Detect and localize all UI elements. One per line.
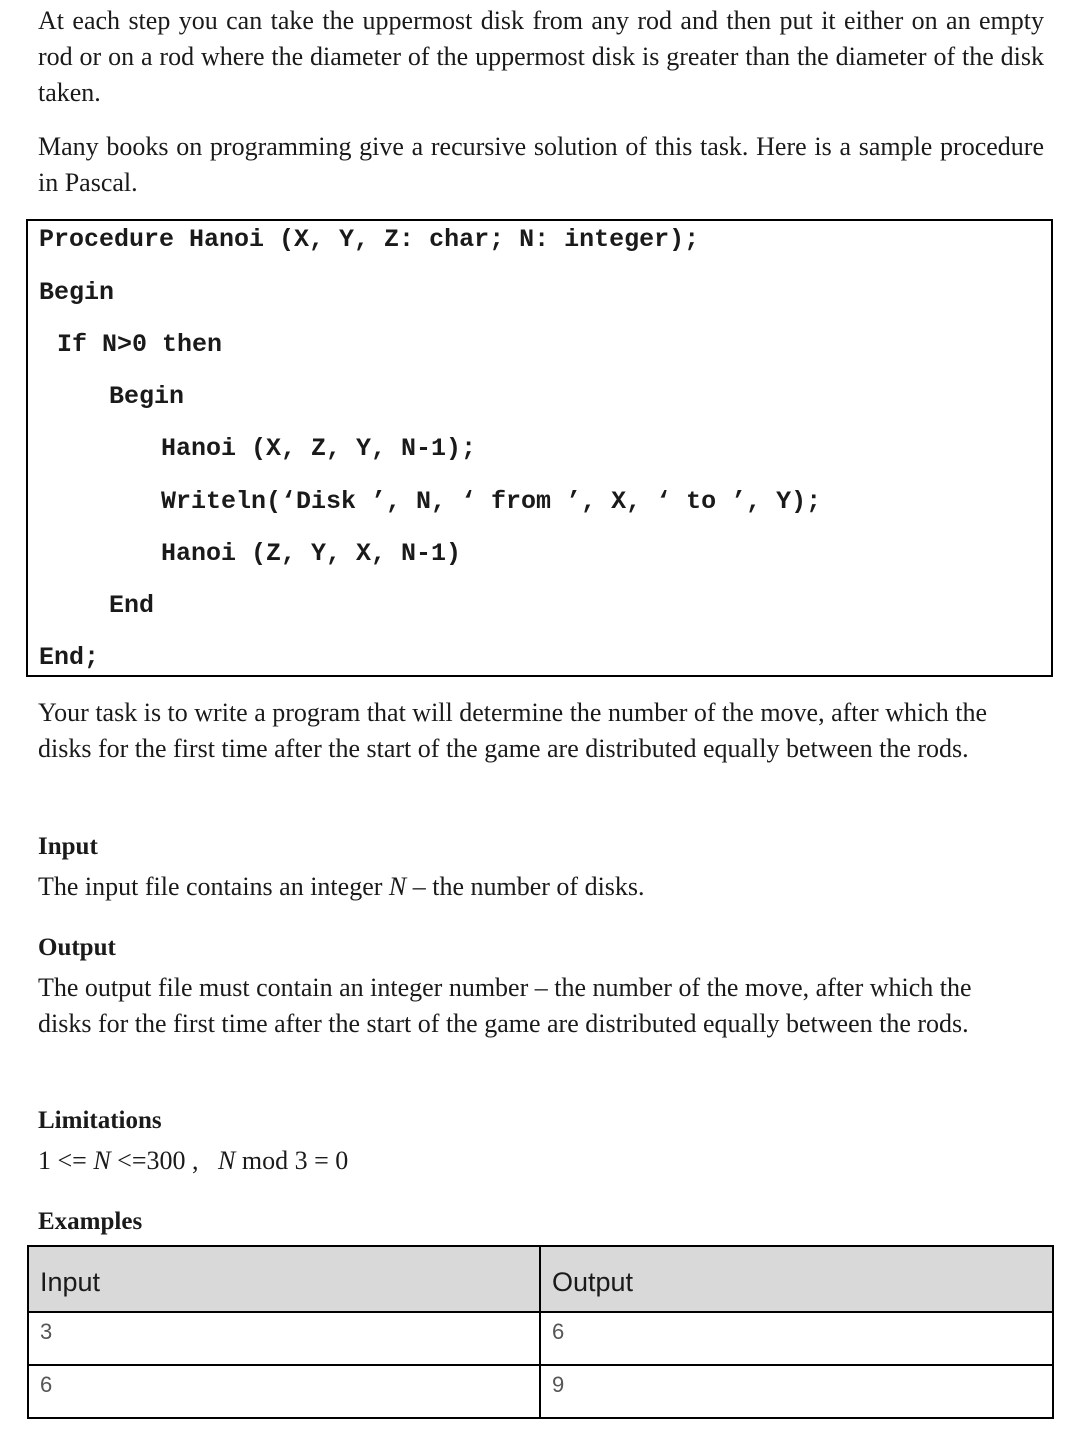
examples-header-row [28,1246,1053,1312]
output-heading: Output [38,934,116,961]
example-output-cell: 6 [540,1312,1053,1365]
input-text-var: N [388,872,407,901]
code-line-2: Begin [39,278,115,307]
code-line-3: If N>0 then [57,330,223,359]
example-input-cell: 3 [28,1312,540,1365]
input-text-prefix: The input file contains an integer [38,872,389,901]
example-input-cell: 6 [28,1365,540,1418]
examples-header-input: Input [28,1246,540,1312]
step-rule-paragraph: At each step you can take the uppermost disk from any rod and then put it either on an empty rod or on a rod where the diameter of the uppermost disk is greater than the diameter of the disk taken. [38,6,1044,107]
code-line-7: Hanoi (Z, Y, X, N-1) [161,539,462,568]
input-heading: Input [38,833,98,860]
code-line-8: End [109,591,155,620]
pascal-code-block [26,219,1053,677]
code-line-9: End; [39,643,100,672]
code-line-1: Procedure Hanoi (X, Y, Z: char; N: integer); [39,225,700,254]
table-row [28,1365,1053,1418]
input-description [38,869,1044,905]
input-text-suffix: – the number of disks. [406,872,645,901]
output-description: The output file must contain an integer number – the number of the move, after which the disks for the first time after the start of the game are distributed equally between the rods. [38,973,972,1038]
table-row [28,1312,1053,1365]
limitations-part-3: mod 3 = 0 [235,1146,349,1175]
task-paragraph: Your task is to write a program that will determine the number of the move, after which the disks for the first time after the start of the game are distributed equally between the rods. [38,698,987,763]
limitations-part-1: 1 <= [38,1146,94,1175]
example-output-cell: 9 [540,1365,1053,1418]
code-line-6: Writeln(‘Disk ’, N, ‘ from ’, X, ‘ to ’, Y); [161,487,822,516]
books-note-paragraph: Many books on programming give a recursive solution of this task. Here is a sample procedure in Pascal. [38,132,1044,197]
code-line-5: Hanoi (X, Z, Y, N-1); [161,434,477,463]
examples-header-output: Output [540,1246,1053,1312]
examples-table [27,1245,1054,1419]
limitations-var-2: N [218,1146,236,1175]
limitations-part-2: <=300 , [110,1146,218,1175]
limitations-text [38,1143,1044,1179]
code-line-4: Begin [109,382,185,411]
limitations-var-1: N [93,1146,111,1175]
limitations-heading: Limitations [38,1107,162,1134]
examples-heading: Examples [38,1208,143,1235]
